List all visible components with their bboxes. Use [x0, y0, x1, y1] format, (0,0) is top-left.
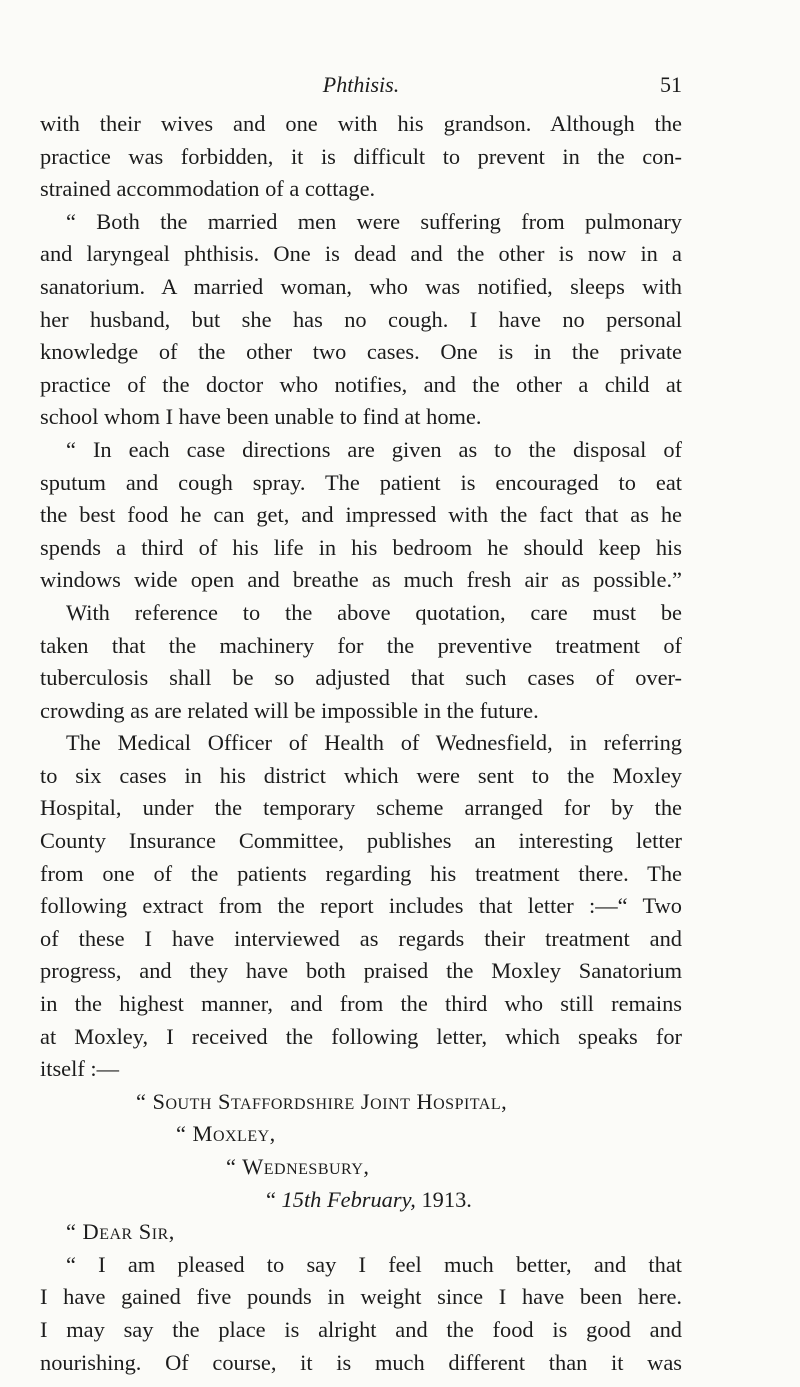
text-line: Hospital, under the temporary scheme arranged for by the	[40, 795, 682, 821]
letter-date	[40, 1184, 682, 1217]
text-line: the best food he can get, and impressed with the fact that as he	[40, 502, 682, 528]
text-line: practice was forbidden, it is difficult to prevent in the con-	[40, 143, 682, 169]
text-line: following extract from the report includes that letter :—“ Two	[40, 893, 682, 919]
text-line: taken that the machinery for the preventive treatment of	[40, 632, 682, 658]
text-line: spends a third of his life in his bedroom he should keep his	[40, 534, 682, 560]
text-line: to six cases in his district which were sent to the Moxley	[40, 762, 682, 788]
text-line: With reference to the above quotation, care must be	[66, 599, 682, 625]
text-line: County Insurance Committee, publishes an interesting letter	[40, 828, 682, 854]
letter-date-day-month: 15th February,	[281, 1186, 416, 1212]
text-line: sanatorium. A married woman, who was notified, sleeps with	[40, 273, 682, 299]
letter-address-line: “ South Staffordshire Joint Hospital,	[136, 1088, 508, 1114]
letter-line: I may say the place is alright and the food is good and	[40, 1316, 682, 1342]
letter-date-year: 1913.	[415, 1186, 472, 1212]
text-line: from one of the patients regarding his treatment there. The	[40, 860, 682, 886]
text-line: “ In each case directions are given as to the disposal of	[66, 436, 682, 462]
text-line: school whom I have been unable to find at home.	[40, 404, 482, 430]
text-line: with their wives and one with his grandson. Although the	[40, 111, 682, 136]
letter-salutation: “ Dear Sir,	[66, 1219, 175, 1245]
text-line: strained accommodation of a cottage.	[40, 176, 376, 202]
letter-line: I have gained five pounds in weight since I have been here.	[40, 1284, 682, 1310]
text-line: progress, and they have both praised the Moxley Sanatorium	[40, 958, 682, 984]
text-line: practice of the doctor who notifies, and the other a child at	[40, 371, 682, 397]
text-line: The Medical Officer of Health of Wednesfield, in referring	[66, 730, 682, 756]
page-header	[40, 70, 682, 104]
letter-address-line: “ Moxley,	[176, 1121, 276, 1147]
text-line: tuberculosis shall be so adjusted that such cases of over-	[40, 665, 682, 691]
letter-line: nourishing. Of course, it is much different than it was	[40, 1349, 682, 1375]
text-line: her husband, but she has no cough. I have no personal	[40, 306, 682, 332]
letter-line: “ I am pleased to say I feel much better, and that	[66, 1251, 682, 1277]
running-title: Phthisis.	[322, 72, 400, 97]
text-line: crowding as are related will be impossible in the future.	[40, 697, 539, 723]
text-line: knowledge of the other two cases. One is in the private	[40, 339, 682, 365]
letter-address-line: “ Wednesbury,	[226, 1154, 370, 1179]
body-text	[40, 108, 682, 1379]
text-line: sputum and cough spray. The patient is encouraged to eat	[40, 469, 682, 495]
letter-date-quote: “	[266, 1186, 282, 1212]
text-line: in the highest manner, and from the third who still remains	[40, 991, 682, 1017]
text-line: windows wide open and breathe as much fresh air as possible.”	[40, 567, 682, 593]
text-line: and laryngeal phthisis. One is dead and the other is now in a	[40, 241, 682, 267]
text-line: “ Both the married men were suffering from pulmonary	[66, 208, 682, 234]
text-line: at Moxley, I received the following letter, which speaks for	[40, 1023, 682, 1049]
text-line: of these I have interviewed as regards their treatment and	[40, 925, 682, 951]
text-line: itself :—	[40, 1056, 119, 1082]
page-number: 51	[660, 72, 682, 97]
